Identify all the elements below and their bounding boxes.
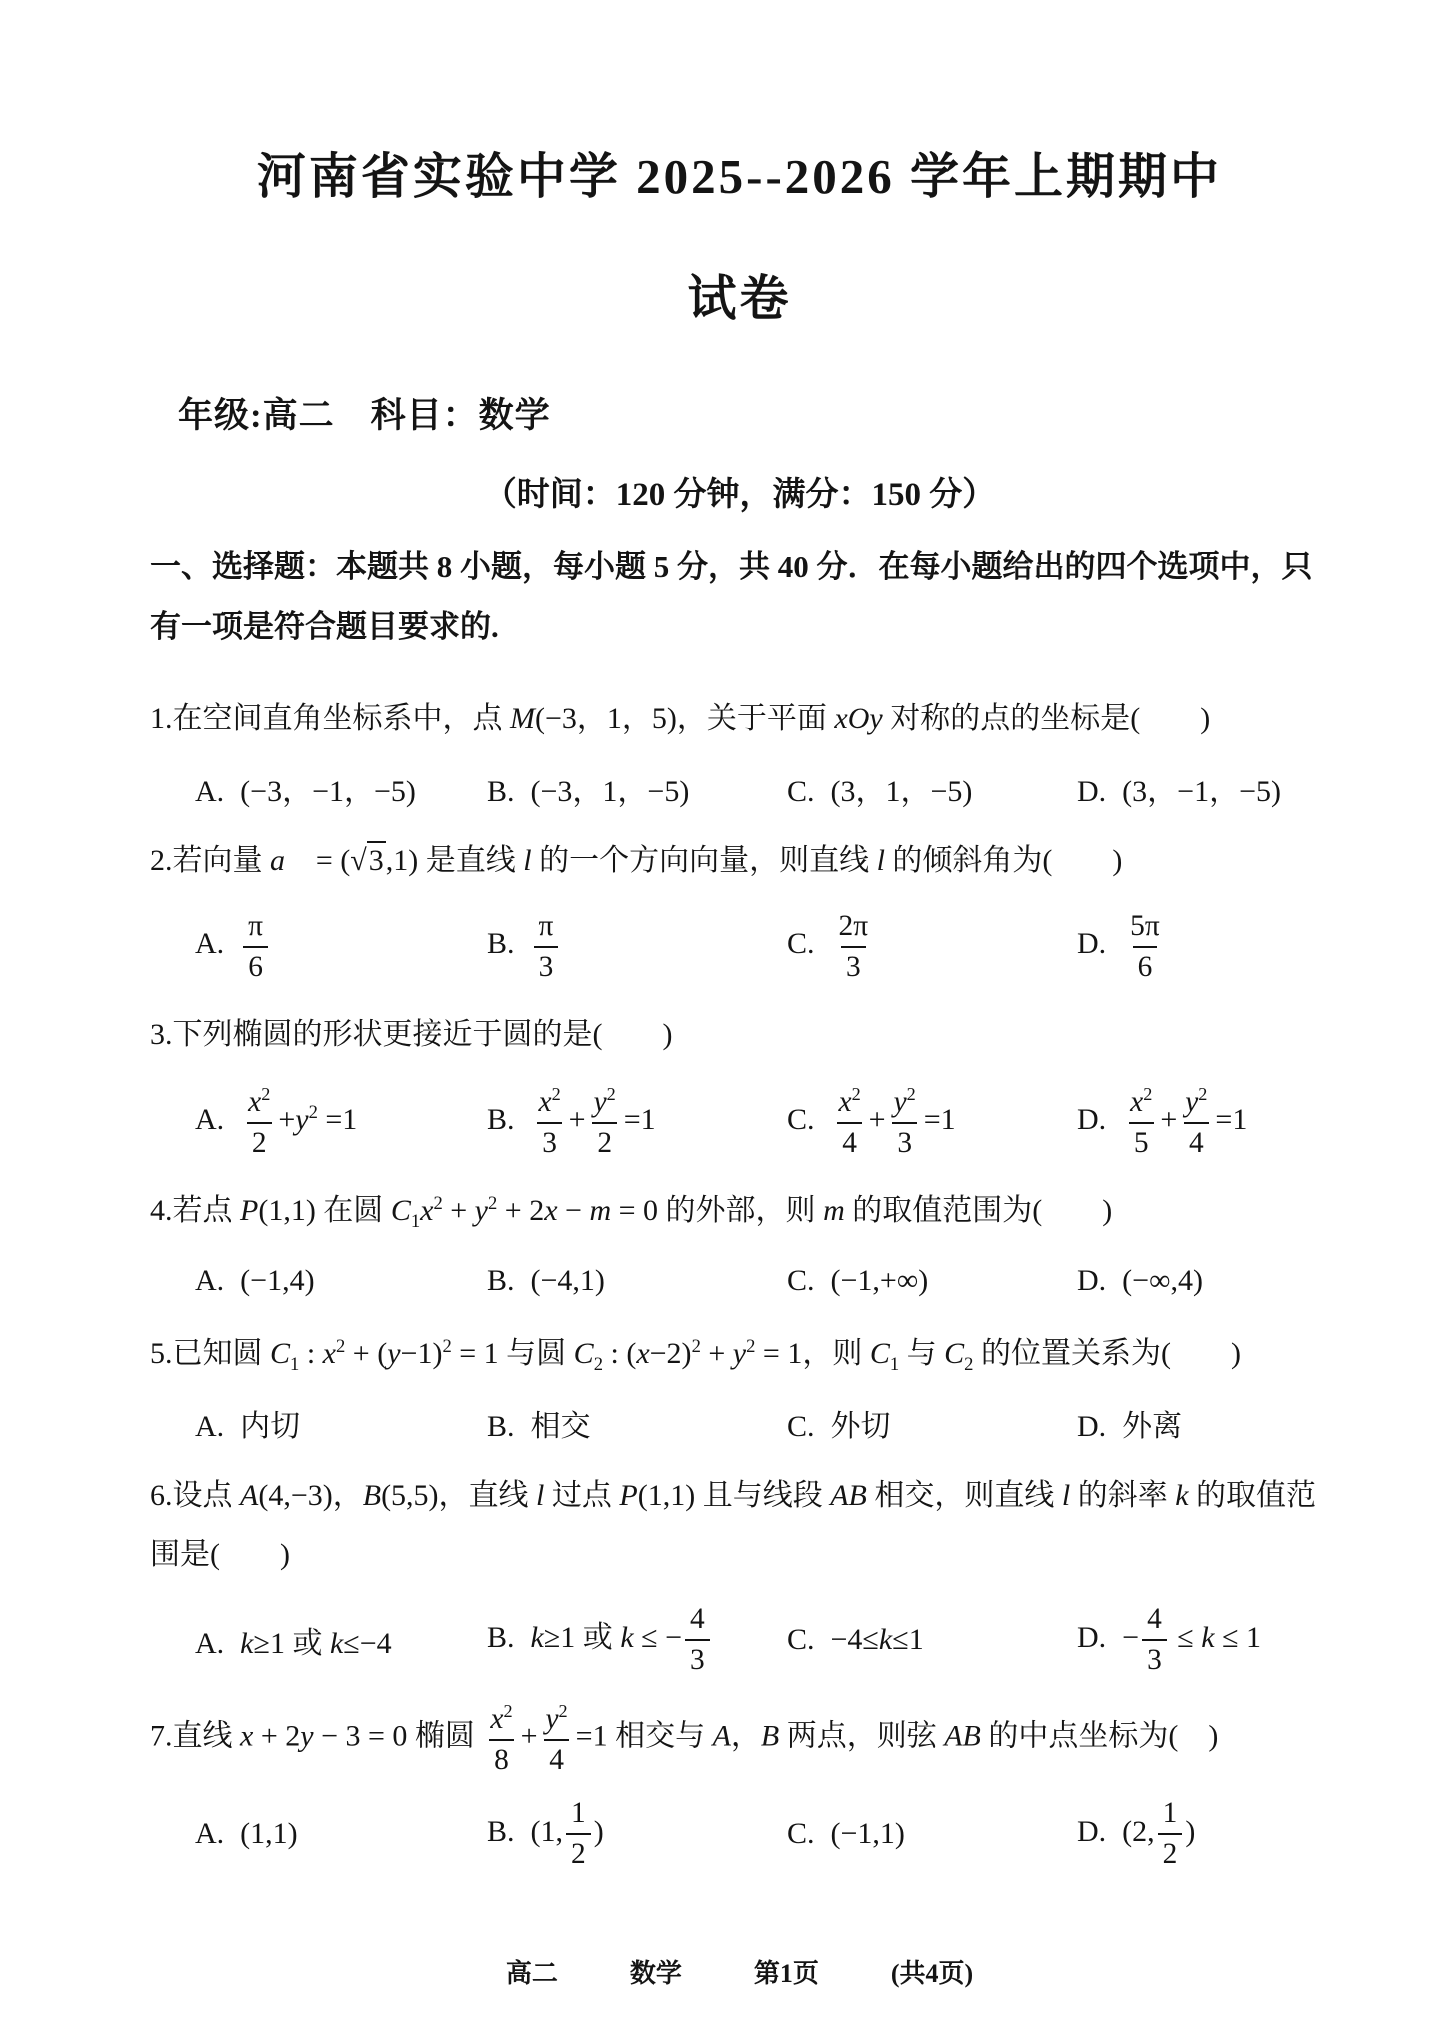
- option-value: 相交: [530, 1410, 591, 1444]
- option-label: C.: [787, 1263, 815, 1297]
- option-label: B.: [487, 1410, 515, 1444]
- page-footer: [150, 1953, 1329, 1996]
- option-label: D.: [1077, 1814, 1107, 1848]
- question-options: [150, 1602, 1329, 1678]
- question-3-option-A: [195, 1083, 487, 1161]
- option-label: A.: [195, 1816, 225, 1850]
- option-value: (−1,4): [240, 1263, 315, 1297]
- option-value: (2, $\frac{1}{2}$ ): [1122, 1796, 1196, 1870]
- option-value: $\frac{x^2}{4}$ + $\frac{y^2}{3}$ =1: [838, 1083, 956, 1159]
- option-label: D.: [1077, 1621, 1107, 1655]
- question-7-option-A: [195, 1817, 487, 1851]
- question-1-option-D: [1077, 766, 1329, 810]
- option-label: B.: [487, 927, 515, 961]
- option-label: A.: [195, 1263, 225, 1297]
- question-stem: 7.直线 x + 2y − 3 = 0 椭圆 $\frac{x^2}{8}$ + $\frac{y^2}{4}$ =1 相交与 A，B 两点，则弦 AB 的中点坐标为( ): [150, 1701, 1219, 1776]
- question-2-option-D: [1077, 909, 1329, 985]
- question-6-option-D: [1077, 1602, 1329, 1678]
- option-label: A.: [195, 775, 225, 809]
- grade-subject-line: 年级:高二 科目：数学: [178, 395, 551, 435]
- question-list: [150, 668, 1329, 1872]
- question-1-option-C: [787, 766, 1077, 810]
- option-label: B.: [487, 1102, 515, 1136]
- option-label: C.: [787, 775, 815, 809]
- option-label: D.: [1077, 1263, 1107, 1297]
- option-label: B.: [487, 1621, 515, 1655]
- option-label: D.: [1077, 775, 1107, 809]
- question-stem: 1.在空间直角坐标系中，点 M(−3，1，5)，关于平面 xOy 对称的点的坐标是( ): [150, 701, 1211, 735]
- question-4-option-C: [787, 1264, 1077, 1298]
- option-value: k≥1 或 k ≤ − $\frac{4}{3}$: [531, 1621, 713, 1654]
- option-value: (1,1): [240, 1816, 298, 1850]
- exam-title-line2: 试卷: [687, 270, 792, 326]
- option-value: $\frac{5\pi}{6}$: [1130, 909, 1160, 983]
- question-7-option-C: [787, 1817, 1077, 1851]
- question-2-option-C: [787, 909, 1077, 985]
- option-value: $\frac{\pi}{6}$: [240, 927, 271, 960]
- exam-title-line1: 河南省实验中学 2025--2026 学年上期期中: [256, 149, 1223, 204]
- option-value: 外离: [1122, 1410, 1183, 1444]
- question-6-option-A: [195, 1618, 487, 1662]
- option-value: $\frac{x^2}{2}$ $+y^2 =1$: [248, 1083, 358, 1159]
- question-6-option-B: [487, 1602, 787, 1678]
- question-1-option-B: [487, 766, 787, 810]
- question-4-option-A: [195, 1264, 487, 1298]
- question-options: [150, 1796, 1329, 1872]
- option-value: (1, $\frac{1}{2}$ ): [530, 1796, 604, 1870]
- question-1-option-A: [195, 766, 487, 810]
- question-4-option-D: [1077, 1264, 1329, 1298]
- question-stem: 5.已知圆 $C_1$ : $x^2 + (y-1)^2 = 1$ 与圆 $C_2$ : $(x-2)^2 + y^2 = 1$，则 $C_1$ 与 $C_2$ 的位置关系为( ): [150, 1335, 1241, 1375]
- question-options: [150, 1401, 1329, 1445]
- time-score-line: （时间：120 分钟，满分：150 分）: [483, 476, 996, 513]
- option-value: $\frac{2\pi}{3}$: [838, 909, 869, 983]
- option-value: 外切: [830, 1410, 891, 1444]
- question-7-option-B: [487, 1796, 787, 1872]
- option-label: D.: [1077, 1102, 1107, 1136]
- question-options: [150, 909, 1329, 985]
- question-stem: 2.若向量 a⃗ = (√3,1) 是直线 l 的一个方向向量，则直线 l 的倾斜角为( ): [150, 832, 1329, 891]
- option-value: (−1,+∞): [830, 1263, 929, 1297]
- question-stem: 3.下列椭圆的形状更接近于圆的是( ): [150, 1018, 673, 1052]
- question-options: [150, 1083, 1329, 1161]
- option-label: B.: [487, 1814, 515, 1848]
- question-5: [150, 1325, 1329, 1446]
- question-7-option-D: [1077, 1796, 1329, 1872]
- option-value: −4≤k≤1: [830, 1623, 924, 1657]
- option-label: D.: [1077, 927, 1107, 961]
- option-value: (−4,1): [530, 1263, 605, 1297]
- question-options: [150, 766, 1329, 810]
- option-label: A.: [195, 1410, 225, 1444]
- question-stem: 6.设点 A(4,−3)，B(5,5)，直线 l 过点 P(1,1) 且与线段 AB 相交，则直线 l 的斜率 k 的取值范围是( ): [150, 1479, 1317, 1571]
- question-3-option-D: [1077, 1083, 1329, 1161]
- question-4-option-B: [487, 1264, 787, 1298]
- footer-grade: 高二: [505, 1959, 558, 1988]
- question-stem: 4.若点 P(1,1) 在圆 $C_1x^2 + y^2 + 2x - m = 0$ 的外部，则 m 的取值范围为( ): [150, 1193, 1113, 1233]
- question-2-option-A: [195, 909, 487, 985]
- option-label: D.: [1077, 1410, 1107, 1444]
- option-value: k≥1 或 k≤−4: [240, 1627, 392, 1661]
- option-value: (3，1，−5): [830, 775, 973, 809]
- option-value: $\frac{x^2}{5}$ + $\frac{y^2}{4}$ =1: [1130, 1083, 1248, 1159]
- question-5-option-D: [1077, 1401, 1329, 1445]
- option-label: B.: [487, 775, 515, 809]
- option-value: (3，−1，−5): [1122, 775, 1281, 809]
- footer-page-total: (共4页): [890, 1959, 974, 1988]
- option-label: A.: [195, 927, 225, 961]
- option-value: $\frac{x^2}{3}$ + $\frac{y^2}{2}$ =1: [538, 1083, 656, 1159]
- question-3-option-C: [787, 1083, 1077, 1161]
- option-label: C.: [787, 1410, 815, 1444]
- option-value: 内切: [240, 1410, 301, 1444]
- option-value: (−3，1，−5): [530, 775, 690, 809]
- option-label: C.: [787, 1102, 815, 1136]
- question-1: [150, 690, 1329, 811]
- question-6-option-C: [787, 1623, 1077, 1657]
- option-label: C.: [787, 1623, 815, 1657]
- option-label: A.: [195, 1627, 225, 1661]
- footer-page-number: 第1页: [753, 1959, 819, 1988]
- question-3-option-B: [487, 1083, 787, 1161]
- option-value: (−∞,4): [1122, 1263, 1203, 1297]
- question-5-option-C: [787, 1401, 1077, 1445]
- question-2: [150, 832, 1329, 984]
- section-1-header: 一、选择题：本题共 8 小题，每小题 5 分，共 40 分．在每小题给出的四个选项中，只有一项是符合题目要求的.: [150, 548, 1313, 645]
- question-6: [150, 1467, 1329, 1678]
- option-value: $\frac{\pi}{3}$: [531, 927, 562, 960]
- question-2-option-B: [487, 909, 787, 985]
- question-3: [150, 1006, 1329, 1160]
- option-value: (−1,1): [830, 1816, 905, 1850]
- option-label: B.: [487, 1263, 515, 1297]
- question-4: [150, 1182, 1329, 1303]
- option-value: − $\frac{4}{3}$ ≤ k ≤ 1: [1122, 1603, 1262, 1677]
- question-5-option-B: [487, 1401, 787, 1445]
- question-7: [150, 1700, 1329, 1871]
- question-5-option-A: [195, 1401, 487, 1445]
- option-label: C.: [787, 1816, 815, 1850]
- option-label: A.: [195, 1102, 225, 1136]
- footer-subject: 数学: [629, 1959, 682, 1988]
- question-options: [150, 1259, 1329, 1303]
- option-label: C.: [787, 927, 815, 961]
- option-value: (−3，−1，−5): [240, 775, 416, 809]
